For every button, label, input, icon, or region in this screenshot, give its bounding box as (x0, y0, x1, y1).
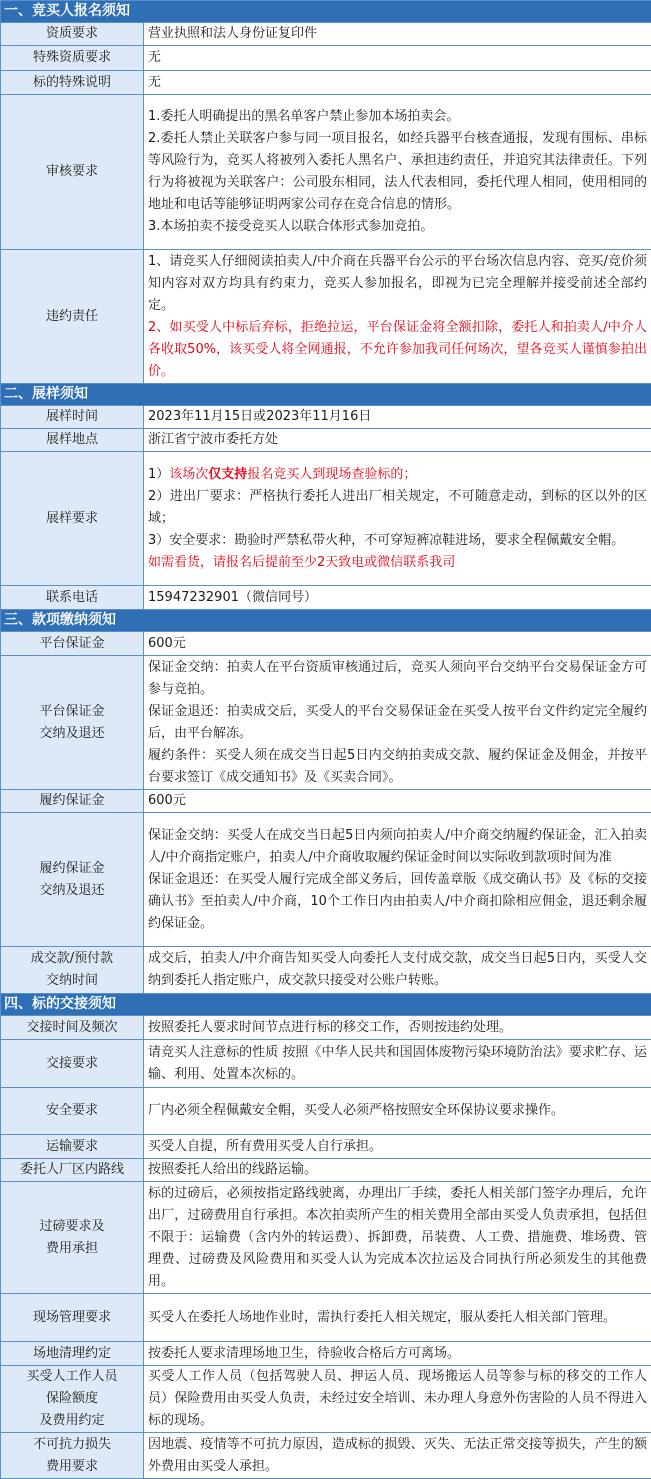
label-line-1: 过磅要求及 (3, 1216, 141, 1238)
row-label-handover-time: 交接时间及频次 (1, 1016, 144, 1040)
viewing-clause-1-emphasis: 仅支持 (208, 467, 247, 482)
section-header-row (1, 384, 651, 406)
breach-clause-1: 1、请竞买人仔细阅读拍卖人/中介商在兵器平台公示的平台场次信息内容、竞买/竞价须知内容对双方均具有约束力，竞买人参加报名，即视为已完全理解并接受前述全部约定。 (148, 251, 647, 317)
row-value-handover-time: 按照委托人要求时间节点进行标的移交工作，否则按违约处理。 (144, 1016, 651, 1040)
row-value-performance-deposit: 600元 (144, 790, 651, 813)
label-line-1: 不可抗力损失 (3, 1434, 141, 1456)
table-row (1, 1016, 651, 1040)
row-value-contact-phone: 15947232901（微信同号） (144, 586, 651, 610)
section-title-payment: 三、款项缴纳须知 (1, 610, 651, 632)
row-value-weighing-and-costs: 标的过磅后，必须按指定路线驶离，办理出厂手续，委托人相关部门签字办理后，允许出厂，过磅费用自行承担。本次拍卖所产生的相关费用全部由买受人负责承担，包括但不限于：运输费（含内外的转运费）、拆卸费，吊装费、人工费、措施费、堆场费、管理费、过磅费及风险费用和买受人认为完成本次拉运及合同执行所必须发生的其他费用。 (144, 1182, 651, 1294)
row-label-performance-deposit-payment (1, 813, 144, 947)
row-value-item-special-note: 无 (144, 71, 651, 95)
row-label-viewing-time: 展样时间 (1, 406, 144, 429)
row-label-item-special-note: 标的特殊说明 (1, 71, 144, 95)
table-row (1, 586, 651, 610)
row-value-staff-insurance: 买受人工作人员（包括驾驶人员、押运人员、现场搬运人员等参与标的移交的工作人员）保险费用由买受人负责，未经过安全培训、未办理人身意外伤害险的人员不得进入标的现场。 (144, 1366, 651, 1433)
row-value-site-cleanup: 按委托人要求清理场地卫生，待验收合格后方可离场。 (144, 1342, 651, 1366)
viewing-clause-2: 2）进出厂要求：严格执行委托人进出厂相关规定，不可随意走动，到标的区以外的区域； (148, 486, 647, 530)
row-label-site-cleanup: 场地清理约定 (1, 1342, 144, 1366)
platform-deposit-refund: 保证金退还：拍卖成交后，买受人的平台交易保证金在买受人按平台文件约定完全履约后，由平台解冻。 (148, 701, 647, 745)
row-value-force-majeure: 因地震、疫情等不可抗力原因，造成标的损毁、灭失、无法正常交接等损失，产生的额外费用由买受人承担。 (144, 1433, 651, 1479)
platform-deposit-pay: 保证金交纳：拍卖人在平台资质审核通过后，竞买人须向平台交纳平台交易保证金方可参与竞拍。 (148, 657, 647, 701)
label-line-2: 交纳时间 (3, 970, 141, 992)
row-label-handover-requirements: 交接要求 (1, 1040, 144, 1088)
row-label-contact-phone: 联系电话 (1, 586, 144, 610)
review-clause-2: 2.委托人禁止关联客户参与同一项目报名，如经兵器平台核查通报，发现有围标、串标等风险行为，竞买人将被列入委托人黑名户、承担违约责任，并追究其法律责任。下列行为将被视为关联客户：公司股东相同，法人代表相同，委托代理人相同，使用相同的地址和电话等能够证明两家公司存在竞合信息的情形。 (148, 128, 647, 216)
table-row (1, 250, 651, 384)
table-row (1, 813, 651, 947)
row-label-factory-route: 委托人厂区内路线 (1, 1159, 144, 1182)
row-value-transport-requirements: 买受人自提，所有费用买受人自行承担。 (144, 1135, 651, 1159)
performance-deposit-pay: 保证金交纳：买受人在成交当日起5日内须向拍卖人/中介商交纳履约保证金，汇入拍卖人/中介商指定账户，拍卖人/中介商收取履约保证金时间以实际收到款项时间为准 (148, 825, 647, 869)
section-header-row (1, 610, 651, 632)
row-value-performance-deposit-payment (144, 813, 651, 947)
section-title-bidder-registration: 一、竞买人报名须知 (1, 1, 651, 23)
table-row (1, 947, 651, 994)
row-value-viewing-requirements (144, 452, 651, 586)
table-row (1, 1135, 651, 1159)
row-value-site-management: 买受人在委托人场地作业时，需执行委托人相关规定，服从委托人相关部门管理。 (144, 1294, 651, 1342)
row-value-breach-liability (144, 250, 651, 384)
section-header-row (1, 994, 651, 1016)
table-row (1, 95, 651, 250)
label-line-3: 及费用约定 (3, 1410, 141, 1432)
review-clause-3: 3.本场拍卖不接受竞买人以联合体形式参加竞拍。 (148, 216, 647, 238)
label-line-2: 费用承担 (3, 1238, 141, 1260)
row-value-viewing-time: 2023年11月15日或2023年11月16日 (144, 406, 651, 429)
table-row (1, 632, 651, 656)
table-row (1, 1294, 651, 1342)
viewing-clause-1 (148, 464, 647, 486)
row-label-safety-requirements: 安全要求 (1, 1088, 144, 1135)
row-label-platform-deposit-payment (1, 656, 144, 790)
platform-performance-condition: 履约条件：买受人须在成交当日起5日内交纳拍卖成交款、履约保证金及佣金，并按平台要求签订《成交通知书》及《买卖合同》。 (148, 745, 647, 789)
row-value-viewing-location: 浙江省宁波市委托方处 (144, 429, 651, 452)
table-row (1, 406, 651, 429)
row-label-qualification: 资质要求 (1, 23, 144, 46)
label-line-1: 履约保证金 (3, 858, 141, 880)
section-title-sample-viewing: 二、展样须知 (1, 384, 651, 406)
label-line-2: 交纳及退还 (3, 723, 141, 745)
table-row (1, 23, 651, 46)
table-row (1, 1342, 651, 1366)
row-label-transport-requirements: 运输要求 (1, 1135, 144, 1159)
viewing-clause-1-number: 1） (148, 467, 169, 482)
table-row (1, 1040, 651, 1088)
label-line-1: 买受人工作人员 (3, 1366, 141, 1388)
viewing-clause-3: 3）安全要求：勘验时严禁私带火种，不可穿短裤凉鞋进场，要求全程佩戴安全帽。 (148, 530, 647, 552)
label-line-2: 费用要求 (3, 1456, 141, 1478)
row-label-staff-insurance (1, 1366, 144, 1433)
row-value-transaction-payment-time: 成交后，拍卖人/中介商告知买受人向委托人支付成交款，成交当日起5日内，买受人交纳到委托人指定账户，成交款只接受对公账户转账。 (144, 947, 651, 994)
review-clause-1: 1.委托人明确提出的黑名单客户禁止参加本场拍卖会。 (148, 106, 647, 128)
table-row (1, 1366, 651, 1433)
row-value-handover-requirements: 请竞买人注意标的性质 按照《中华人民共和国固体废物污染环境防治法》要求贮存、运输、利用、处置本次标的。 (144, 1040, 651, 1088)
performance-deposit-refund: 保证金退还：在买受人履行完成全部义务后，回传盖章版《成交确认书》及《标的交接确认书》至拍卖人/中介商，10个工作日内由拍卖人/中介商扣除相应佣金，退还剩余履约保证金。 (148, 869, 647, 935)
row-label-special-qualification: 特殊资质要求 (1, 46, 144, 71)
table-row (1, 1159, 651, 1182)
row-label-force-majeure (1, 1433, 144, 1479)
table-row (1, 71, 651, 95)
row-label-performance-deposit: 履约保证金 (1, 790, 144, 813)
table-row (1, 1182, 651, 1294)
row-label-viewing-requirements: 展样要求 (1, 452, 144, 586)
table-row (1, 46, 651, 71)
viewing-clause-1-rest: 报名竞买人到现场查验标的； (247, 467, 416, 482)
row-value-platform-deposit: 600元 (144, 632, 651, 656)
table-row (1, 452, 651, 586)
row-value-review-requirements (144, 95, 651, 250)
row-label-review-requirements: 审核要求 (1, 95, 144, 250)
label-line-1: 成交款/预付款 (3, 948, 141, 970)
row-value-special-qualification: 无 (144, 46, 651, 71)
row-value-platform-deposit-payment (144, 656, 651, 790)
table-row (1, 1088, 651, 1135)
row-label-transaction-payment-time (1, 947, 144, 994)
row-label-breach-liability: 违约责任 (1, 250, 144, 384)
breach-clause-2-warning: 2、如买受人中标后弃标，拒绝拉运，平台保证金将全额扣除，委托人和拍卖人/中介人各收取50%，该买受人将全网通报，不允许参加我司任何场次，望各竞买人谨慎参拍出价。 (148, 317, 647, 383)
label-line-2: 交纳及退还 (3, 880, 141, 902)
row-label-platform-deposit: 平台保证金 (1, 632, 144, 656)
table-row (1, 790, 651, 813)
viewing-contact-notice: 如需看货，请报名后提前至少2天致电或微信联系我司 (148, 552, 647, 574)
table-row (1, 656, 651, 790)
row-label-site-management: 现场管理要求 (1, 1294, 144, 1342)
row-value-safety-requirements: 厂内必须全程佩戴安全帽，买受人必须严格按照安全环保协议要求操作。 (144, 1088, 651, 1135)
row-value-factory-route: 按照委托人给出的线路运输。 (144, 1159, 651, 1182)
row-label-weighing-and-costs (1, 1182, 144, 1294)
row-value-qualification: 营业执照和法人身份证复印件 (144, 23, 651, 46)
row-label-viewing-location: 展样地点 (1, 429, 144, 452)
label-line-2: 保险额度 (3, 1388, 141, 1410)
table-row (1, 1433, 651, 1479)
table-row (1, 429, 651, 452)
section-title-handover: 四、标的交接须知 (1, 994, 651, 1016)
section-header-row (1, 1, 651, 23)
viewing-clause-1-lead: 该场次 (169, 467, 208, 482)
label-line-1: 平台保证金 (3, 701, 141, 723)
